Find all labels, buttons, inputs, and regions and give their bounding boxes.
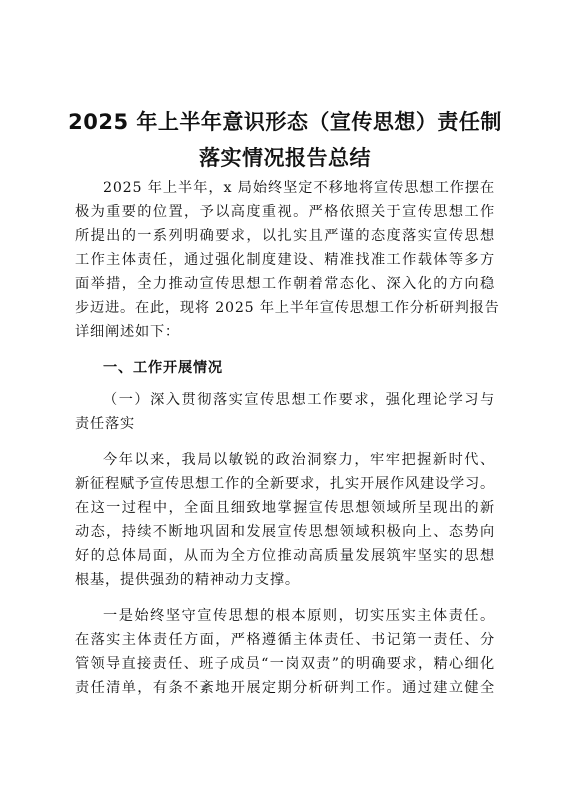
document-title-line-2: 落实情况报告总结 xyxy=(199,146,371,170)
paragraph-line: 责任落实 xyxy=(75,416,135,432)
paragraph-line: 步迈进。在此，现将 2025 年上半年宣传思想工作分析研判报告 xyxy=(75,300,500,316)
paragraph-line: 今年以来，我局以敏锐的政治洞察力，牢牢把握新时代、 xyxy=(103,452,495,468)
paragraph-line: 一是始终坚守宣传思想的根本原则，切实压实主体责任。 xyxy=(103,608,495,624)
paragraph-line: 2025 年上半年，x 局始终坚定不移地将宣传思想工作摆在 xyxy=(103,180,495,196)
paragraph-line: 在落实主体责任方面，严格遵循主体责任、书记第一责任、分 xyxy=(75,632,495,648)
paragraph-line: 管领导直接责任、班子成员“一岗双责”的明确要求，精心细化 xyxy=(75,656,495,672)
paragraph-line: 所提出的一系列明确要求，以扎实且严谨的态度落实宣传思想 xyxy=(75,228,495,244)
paragraph-line: （一）深入贯彻落实宣传思想工作要求，强化理论学习与 xyxy=(103,392,495,408)
paragraph-line: 极为重要的位置，予以高度重视。严格依照关于宣传思想工作 xyxy=(75,204,495,220)
paragraph-line: 新征程赋予宣传思想工作的全新要求，扎实开展作风建设学习。 xyxy=(75,476,495,492)
document-title-line-1: 2025 年上半年意识形态（宣传思想）责任制 xyxy=(68,110,502,134)
section-heading: 一、工作开展情况 xyxy=(103,360,223,376)
paragraph-line: 责任清单，有条不紊地开展定期分析研判工作。通过建立健全 xyxy=(75,680,495,696)
paragraph-line: 根基，提供强劲的精神动力支撑。 xyxy=(75,572,300,588)
paragraph-line: 详细阐述如下： xyxy=(75,324,180,340)
paragraph-line: 动态，持续不断地巩固和发展宣传思想领域积极向上、态势向 xyxy=(75,524,495,540)
paragraph-line: 好的总体局面，从而为全方位推动高质量发展筑牢坚实的思想 xyxy=(75,548,495,564)
paragraph-line: 在这一过程中，全面且细致地掌握宣传思想领域所呈现出的新 xyxy=(75,500,495,516)
paragraph-line: 面举措，全力推动宣传思想工作朝着常态化、深入化的方向稳 xyxy=(75,276,495,292)
paragraph-line: 工作主体责任，通过强化制度建设、精准找准工作载体等多方 xyxy=(75,252,495,268)
